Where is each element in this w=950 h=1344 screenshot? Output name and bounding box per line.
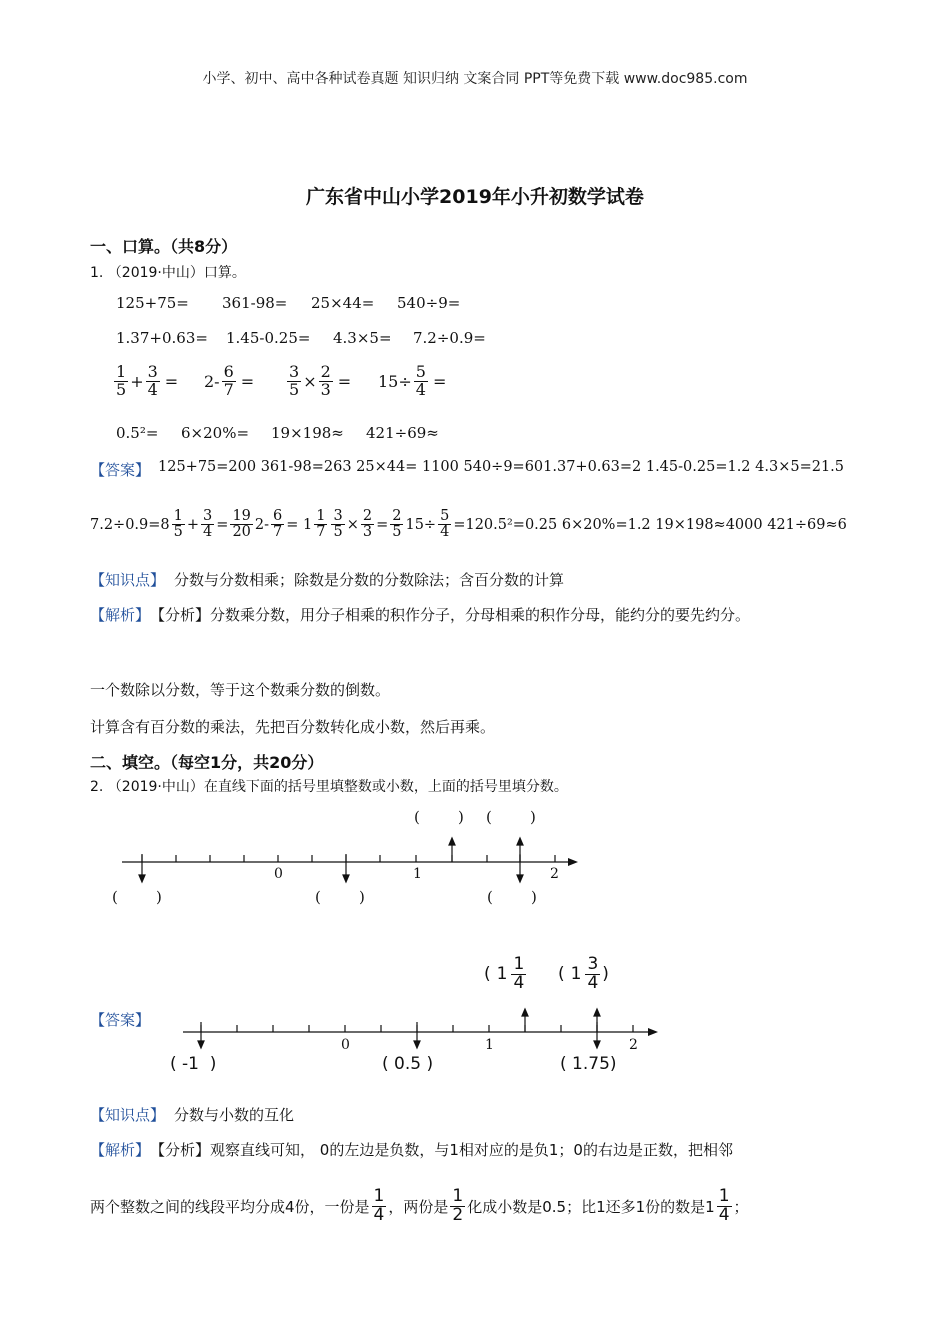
fraction: $\frac{19}{20}$ [232,508,251,541]
axis-arrow [648,1028,658,1036]
calc-row4-item1: 0.5²= [116,424,159,442]
blank-bottom-2[interactable]: ( ) [315,888,365,906]
knowledge-text: 分数与分数相乘；除数是分数的分数除法；含百分数的计算 [174,571,565,589]
calc-row2-item4: 7.2÷0.9= [413,329,486,347]
analysis-tag-2: 【解析】 [90,1141,151,1159]
site-header: 小学、初中、高中各种试卷真题 知识归纳 文案合同 PPT等免费下载 www.doc985.com [202,71,748,87]
fraction: $\frac{2}{5}$ [392,508,402,541]
calc-row1-item2: 361-98= [222,294,288,312]
analysis-text-s2-2: 两个整数之间的线段平均分成4份，一份是 $\frac{1}{4}$ ，两份是 $\frac{1}{2}$ 化成小数是0.5；比1还多1份的数是1 $\frac{1}{4}$ ； [90,1186,749,1225]
nl-label-2: 2 [550,866,559,882]
answer-bottom-3: ( 1.75) [560,1054,617,1074]
fraction: $\frac{2}{3}$ [320,362,331,399]
answer-tag-2: 【答案】 [90,1011,151,1029]
fraction: $\frac{1}{5}$ [173,508,183,541]
calc-row2-item1: 1.37+0.63= [116,329,208,347]
calc-row2-item2: 1.45-0.25= [226,329,311,347]
down-arrows [139,854,523,882]
calc-row1-item4: 540÷9= [397,294,461,312]
fraction: $\frac{1}{4}$ [718,1186,730,1225]
fraction: $\frac{1}{7}$ [316,508,326,541]
axis-arrow [568,858,578,866]
section2-heading: 二、填空。（每空1分，共20分） [90,753,324,772]
fraction: $\frac{1}{4}$ [373,1186,385,1225]
fraction: $\frac{5}{4}$ [415,362,426,399]
ans-nl-label-0: 0 [341,1037,350,1053]
fraction: $\frac{1}{5}$ [116,362,127,399]
fraction: $\frac{3}{4}$ [203,508,213,541]
ans-nl-label-1: 1 [485,1037,494,1053]
calc-row3-item2: 2- $\frac{6}{7}$ = [204,362,255,399]
calc-row4-item4: 421÷69≈ [366,424,439,442]
section1-heading: 一、口算。（共8分） [90,237,238,256]
answer-top-1: ( 1 $\frac{1}{4}$ [484,954,525,993]
fraction: $\frac{5}{4}$ [440,508,450,541]
blank-bottom-1[interactable]: ( ) [112,888,162,906]
answer-bottom-1: ( -1 ) [170,1054,217,1074]
answer-line2: 7.2÷0.9=8 $\frac{1}{5}$ + $\frac{3}{4}$ = $\frac{19}{20}$ 2- $\frac{6}{7}$ = 1 $\frac{1}{7}$ $\frac{3}{5}$ × $\frac{2}{3}$ = $\frac{2}{5}$ 15÷ $\frac{5}{4}$ =120.5²=0.25 6×20%=1.2 19×198≈4000 421÷69≈6 [90,508,847,541]
fraction: $\frac{1}{4}$ [513,954,525,993]
calc-row4-item3: 19×198≈ [271,424,344,442]
analysis-text-s2: 【分析】观察直线可知， 0的左边是负数，与1相对应的是负1；0的右边是正数，把相邻 [150,1141,733,1159]
fraction: $\frac{6}{7}$ [223,362,234,399]
analysis-text: 【分析】分数乘分数，用分子相乘的积作分子，分母相乘的积作分母，能约分的要先约分。 [150,606,751,624]
fraction: $\frac{3}{5}$ [333,508,343,541]
fraction: $\frac{6}{7}$ [273,508,283,541]
analysis-text-3: 计算含有百分数的乘法，先把百分数转化成小数，然后再乘。 [90,718,496,736]
nl-label-0: 0 [274,866,283,882]
up-arrows [449,838,523,862]
answer-line1: 125+75=200 361-98=263 25×44= 1100 540÷9=601.37+0.63=2 1.45-0.25=1.2 4.3×5=21.5 [158,459,845,475]
down-arrows [198,1022,600,1048]
calc-row4-item2: 6×20%= [181,424,250,442]
fraction: $\frac{3}{5}$ [289,362,300,399]
calc-row3-item3: $\frac{3}{5}$ × $\frac{2}{3}$ = [289,362,352,399]
ans-nl-label-2: 2 [629,1037,638,1053]
question2-stem: 2. （2019·中山）在直线下面的括号里填整数或小数，上面的括号里填分数。 [90,779,568,795]
calc-row3-item1: $\frac{1}{5}$ + $\frac{3}{4}$ = [116,362,179,399]
fraction: $\frac{1}{2}$ [452,1186,464,1225]
fraction: $\frac{3}{4}$ [147,362,158,399]
answer-tag: 【答案】 [90,461,151,479]
answer-bottom-2: ( 0.5 ) [382,1054,434,1074]
knowledge-text-2: 分数与小数的互化 [174,1106,295,1124]
calc-row2-item3: 4.3×5= [333,329,392,347]
analysis-text-2: 一个数除以分数，等于这个数乘分数的倒数。 [90,681,391,699]
fraction: $\frac{3}{4}$ [587,954,599,993]
blank-top-2[interactable]: ( ) [486,808,536,826]
calc-row1-item3: 25×44= [311,294,375,312]
fraction: $\frac{2}{3}$ [362,508,373,541]
ticks [142,855,555,862]
question1-stem: 1. （2019·中山）口算。 [90,265,246,281]
calc-row3-item4: 15÷ $\frac{5}{4}$ = [378,362,447,399]
calc-row1-item1: 125+75= [116,294,189,312]
blank-top-1[interactable]: ( ) [414,808,464,826]
knowledge-tag: 【知识点】 [90,571,166,589]
analysis-tag: 【解析】 [90,606,151,624]
answer-top-2: ( 1 $\frac{3}{4}$ ) [558,954,609,993]
knowledge-tag-2: 【知识点】 [90,1106,166,1124]
page-title: 广东省中山小学2019年小升初数学试卷 [306,186,644,208]
nl-label-1: 1 [413,866,422,882]
blank-bottom-3[interactable]: ( ) [487,888,537,906]
